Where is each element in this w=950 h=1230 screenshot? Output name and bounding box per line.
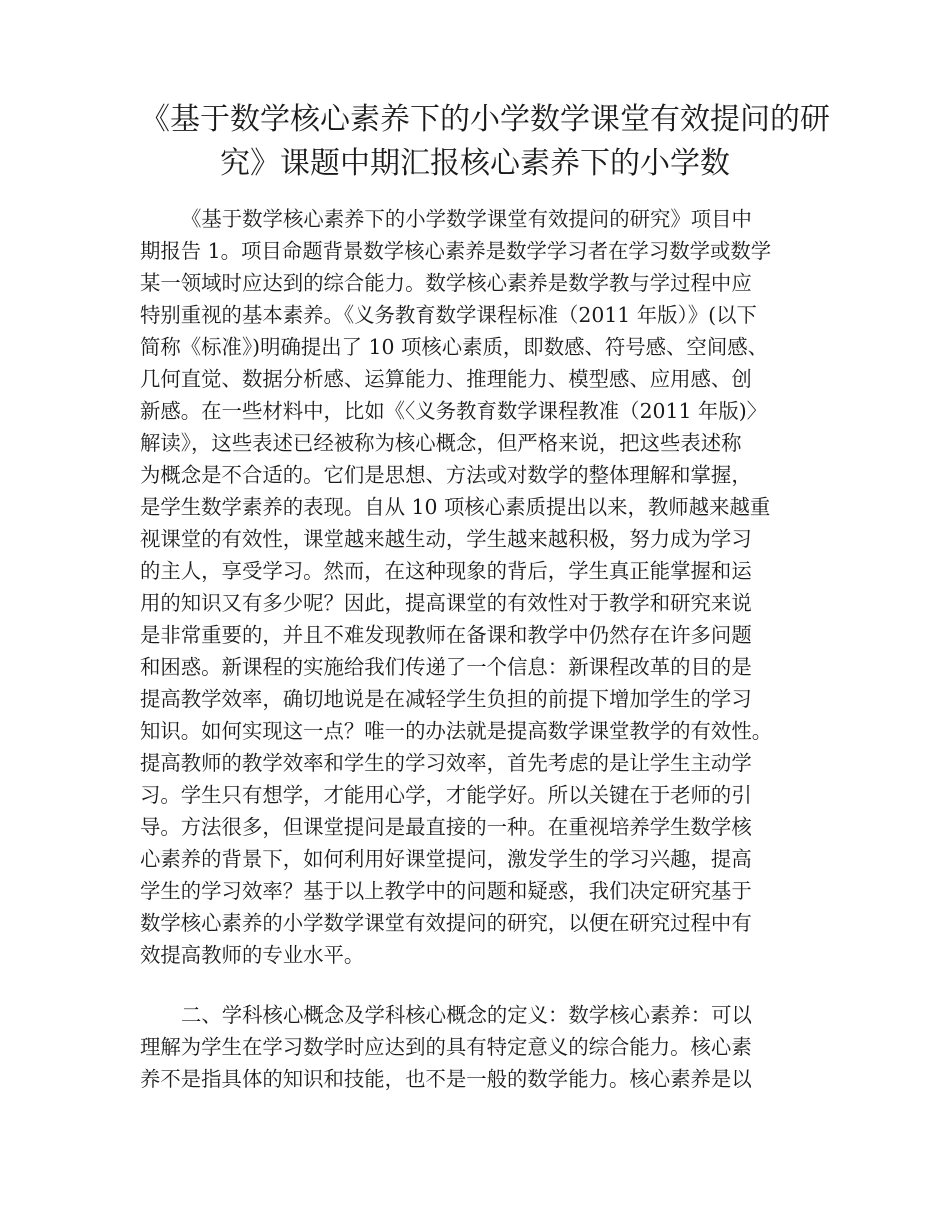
text-line: 解读》，这些表述已经被称为核心概念，但严格来说，把这些表述称 <box>140 431 742 455</box>
text-line: 简称《标准》)明确提出了 10 项核心素质，即数感、符号感、空间感、 <box>140 335 768 359</box>
text-line: 视课堂的有效性，课堂越来越生动，学生越来越积极，努力成为学习 <box>140 527 752 551</box>
text-line: 提高教师的教学效率和学生的学习效率，首先考虑的是让学生主动学 <box>140 751 752 775</box>
text-line: 的主人，享受学习。然而，在这种现象的背后，学生真正能掌握和运 <box>140 559 752 583</box>
text-line: 特别重视的基本素养。《义务教育数学课程标准（2011 年版）》(以下 <box>140 303 757 327</box>
text-line: 某一领域时应达到的综合能力。数学核心素养是数学教与学过程中应 <box>140 271 752 295</box>
paragraph-core-concepts <box>140 999 830 1095</box>
text-line: 导。方法很多，但课堂提问是最直接的一种。在重视培养学生数学核 <box>140 815 752 839</box>
text-line: 是学生数学素养的表现。自从 10 项核心素质提出以来，教师越来越重 <box>140 495 771 519</box>
text-line: 是非常重要的，并且不难发现教师在备课和教学中仍然存在许多问题 <box>140 623 752 647</box>
text-line: 习。学生只有想学，才能用心学，才能学好。所以关键在于老师的引 <box>140 783 752 807</box>
text-line: 期报告 1。项目命题背景数学核心素养是数学学习者在学习数学或数学 <box>140 239 772 263</box>
text-line: 理解为学生在学习数学时应达到的具有特定意义的综合能力。核心素 <box>140 1035 752 1059</box>
text-line: 提高教学效率，确切地说是在减轻学生负担的前提下增加学生的学习 <box>140 687 752 711</box>
text-line: 为概念是不合适的。它们是思想、方法或对数学的整体理解和掌握， <box>140 463 752 487</box>
text-line: 新感。在一些材料中，比如《〈义务教育数学课程教准（2011 年版)〉 <box>140 399 768 423</box>
document-title <box>140 98 830 186</box>
text-line: 学生的学习效率？基于以上教学中的问题和疑惑，我们决定研究基于 <box>140 879 752 903</box>
text-line: 用的知识又有多少呢？因此，提高课堂的有效性对于教学和研究来说 <box>140 591 752 615</box>
text-line: 养不是指具体的知识和技能，也不是一般的数学能力。核心素养是以 <box>140 1067 752 1091</box>
text-line: 数学核心素养的小学数学课堂有效提问的研究，以便在研究过程中有 <box>140 911 752 935</box>
paragraph-project-background <box>140 203 830 971</box>
title-line: 《基于数学核心素养下的小学数学课堂有效提问的研 <box>140 102 830 137</box>
text-line: 效提高教师的专业水平。 <box>140 943 365 967</box>
text-line: 和困惑。新课程的实施给我们传递了一个信息：新课程改革的目的是 <box>140 655 752 679</box>
text-line: 二、学科核心概念及学科核心概念的定义：数学核心素养：可以 <box>181 1003 752 1027</box>
text-line: 知识。如何实现这一点？唯一的办法就是提高数学课堂教学的有效性。 <box>140 719 773 743</box>
title-line: 究》课题中期汇报核心素养下的小学数 <box>220 146 730 181</box>
text-line: 几何直觉、数据分析感、运算能力、推理能力、模型感、应用感、创 <box>140 367 752 391</box>
text-line: 《基于数学核心素养下的小学数学课堂有效提问的研究》项目中 <box>181 207 752 231</box>
text-line: 心素养的背景下，如何利用好课堂提问，激发学生的学习兴趣，提高 <box>140 847 752 871</box>
